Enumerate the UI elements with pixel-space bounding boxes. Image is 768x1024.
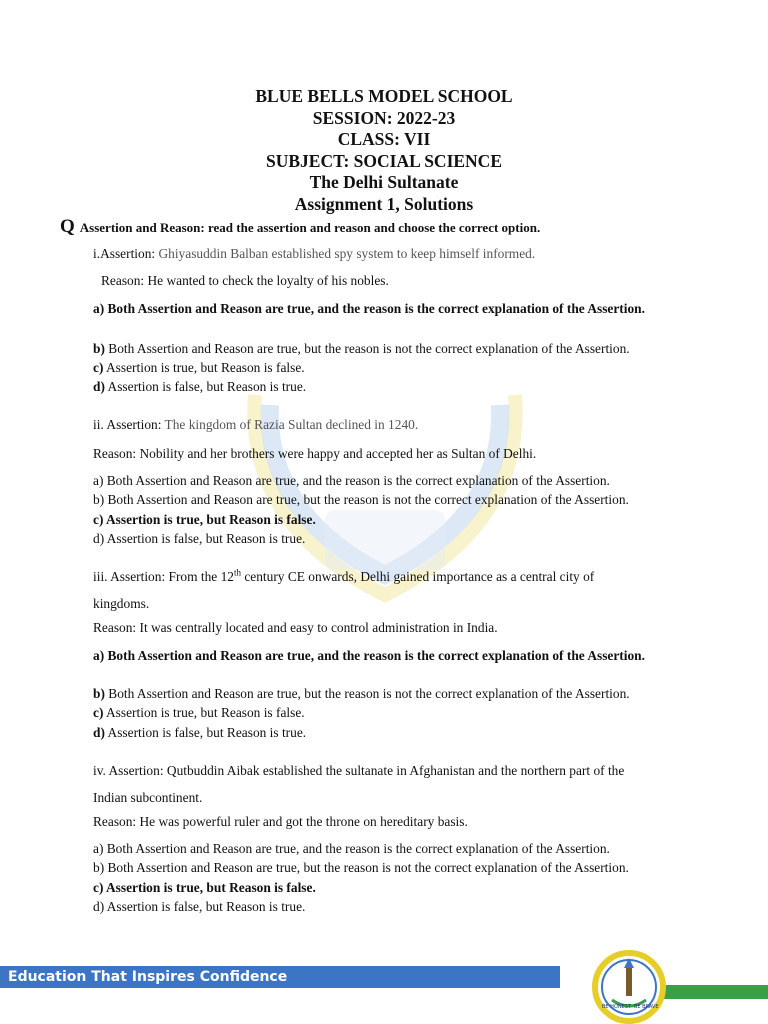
question-heading (60, 216, 540, 238)
assertion-3-cont: kingdoms. (93, 596, 150, 611)
svg-text:BE BRAVE: BE BRAVE (634, 1004, 659, 1010)
school-name: BLUE BELLS MODEL SCHOOL (255, 86, 513, 106)
reason-2: Reason: Nobility and her brothers were happy and accepted her as Sultan of Delhi. (93, 446, 537, 461)
option-4b: b) Both Assertion and Reason are true, but the reason is not the correct explanation of the Assertion. (93, 860, 629, 875)
option-2d: d) Assertion is false, but Reason is true. (93, 531, 306, 546)
option-3c: c) Assertion is true, but Reason is false. (93, 705, 305, 720)
assertion-1: i.Assertion: Ghiyasuddin Balban established spy system to keep himself informed. (93, 246, 536, 261)
option-2a: a) Both Assertion and Reason are true, and the reason is the correct explanation of the Assertion. (93, 473, 610, 488)
assertion-4-cont: Indian subcontinent. (93, 790, 203, 805)
svg-text:BE HONEST: BE HONEST (602, 1004, 632, 1010)
option-3b: b) Both Assertion and Reason are true, but the reason is not the correct explanation of the Assertion. (93, 686, 630, 701)
assertion-3: iii. Assertion: From the 12th century CE onwards, Delhi gained importance as a central city of (93, 567, 595, 584)
assignment-title: Assignment 1, Solutions (294, 193, 474, 214)
document-header (0, 86, 768, 215)
option-4c: c) Assertion is true, but Reason is false. (93, 880, 316, 895)
option-1a: a) Both Assertion and Reason are true, and the reason is the correct explanation of the Assertion. (93, 301, 645, 316)
subject-line: SUBJECT: SOCIAL SCIENCE (266, 150, 502, 171)
option-3d: d) Assertion is false, but Reason is true. (93, 725, 307, 740)
reason-1: Reason: He wanted to check the loyalty of his nobles. (101, 273, 389, 288)
option-4d: d) Assertion is false, but Reason is true. (93, 899, 306, 914)
session-line: SESSION: 2022-23 (312, 107, 456, 128)
option-1b: b) Both Assertion and Reason are true, but the reason is not the correct explanation of the Assertion. (93, 341, 630, 356)
option-2c: c) Assertion is true, but Reason is false. (93, 512, 316, 527)
reason-3: Reason: It was centrally located and easy to control administration in India. (93, 620, 498, 635)
option-3a: a) Both Assertion and Reason are true, and the reason is the correct explanation of the Assertion. (93, 648, 645, 663)
option-2b: b) Both Assertion and Reason are true, but the reason is not the correct explanation of the Assertion. (93, 492, 629, 507)
question-instruction: Assertion and Reason: read the assertion and reason and choose the correct option. (79, 220, 541, 235)
class-line: CLASS: VII (337, 129, 431, 149)
question-letter: Q (60, 216, 75, 237)
reason-4: Reason: He was powerful ruler and got the throne on hereditary basis. (93, 814, 468, 829)
footer-tagline: Education That Inspires Confidence (8, 969, 288, 985)
assertion-2: ii. Assertion: The kingdom of Razia Sultan declined in 1240. (93, 417, 419, 432)
school-logo-icon (592, 950, 666, 1024)
option-4a: a) Both Assertion and Reason are true, and the reason is the correct explanation of the Assertion. (93, 841, 610, 856)
assertion-4: iv. Assertion: Qutbuddin Aibak established the sultanate in Afghanistan and the northern part of the (93, 763, 625, 778)
chapter-title: The Delhi Sultanate (309, 172, 459, 192)
option-1d: d) Assertion is false, but Reason is true. (93, 379, 307, 394)
option-1c: c) Assertion is true, but Reason is false. (93, 360, 305, 375)
